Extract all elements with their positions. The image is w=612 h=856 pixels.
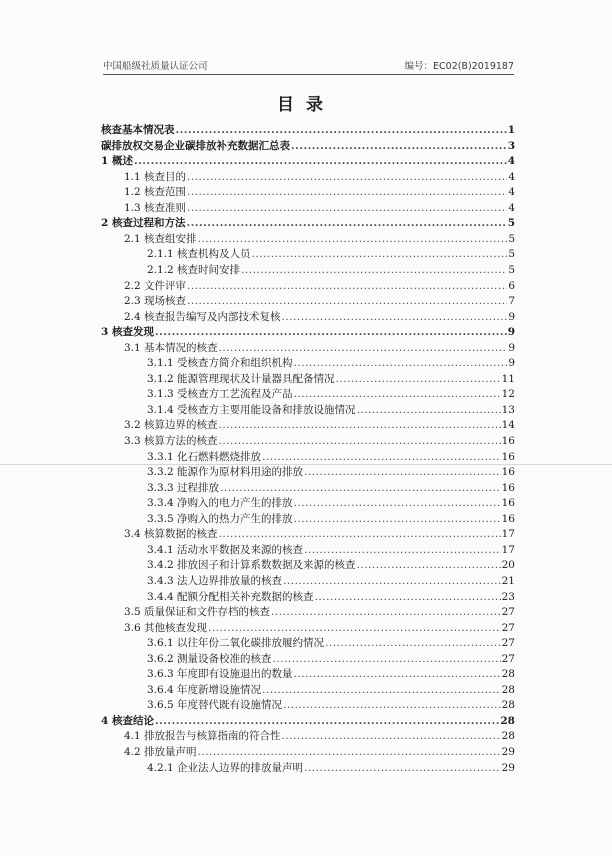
toc-entry-page-number: 29 [501,761,515,774]
toc-entry-page-number: 27 [501,637,515,650]
toc-entry-label: 3.1 基本情况的核查 [124,341,218,354]
toc-entry-label: 3.1.1 受核查方简介和组织机构 [147,357,293,370]
toc-entry-page-number: 4 [507,155,515,168]
toc-entry-page-number: 17 [501,543,515,556]
toc-entry-page-number: 16 [501,435,515,447]
toc-entry-page-number: 29 [501,746,515,758]
toc-entry-label: 3.3.2 能源作为原材料用途的排放 [147,466,304,479]
toc-entry-label: 4 核查结论 [101,714,154,727]
toc-entry-page-number: 27 [501,606,515,619]
toc-entry-page-number: 4 [508,170,515,183]
toc-entry-page-number: 14 [501,419,515,432]
toc-entry-label: 2.4 核查报告编写及内部技术复核 [124,310,281,323]
organization-name: 中国船级社质量认证公司 [103,61,208,72]
toc-entry-page-number: 3 [507,139,515,152]
page-title: 目录 [277,95,335,115]
toc-entry-label: 1.2 核查范围 [124,186,187,199]
toc-entry-label: 3.4 核算数据的核查 [124,528,218,541]
toc-entry-label: 3.4.4 配额分配相关补充数据的核查 [147,590,314,603]
toc-entry-label: 2.3 现场核查 [124,295,187,308]
toc-entry-label: 3.6.4 年度新增设施情况 [147,683,262,696]
toc-entry-label: 3.1.3 受核查方工艺流程及产品 [147,388,293,401]
toc-entry-label: 3.2 核算边界的核查 [124,419,218,432]
toc-entry-page-number: 28 [501,699,515,712]
toc-entry-label: 1.3 核查准则 [124,201,187,214]
toc-entry-label: 2.1.2 核查时间安排 [147,263,241,276]
header-divider [103,74,514,75]
toc-entry-page-number: 28 [501,683,515,696]
toc-entry-label: 3 核查发现 [101,326,154,339]
toc-entry-label: 3.5 质量保证和文件存档的核查 [124,606,271,619]
toc-entry-label: 3.4.3 法人边界排放量的核查 [147,574,283,587]
toc-entry-label: 4.1 排放报告与核算指南的符合性 [124,730,281,743]
toc-entry-label: 3.6.3 年度即有设施退出的数量 [147,668,293,681]
toc-entry-label: 2 核查过程和方法 [101,217,186,230]
toc-entry-page-number: 11 [501,372,515,385]
toc-entry-page-number: 7 [508,295,515,308]
toc-entry-page-number: 5 [508,232,515,245]
toc-entry-page-number: 12 [501,388,515,401]
toc-entry-page-number: 4 [508,201,515,214]
toc-entry[interactable] [101,756,515,774]
toc-entry-page-number: 27 [501,621,515,634]
toc-entry-label: 3.6.5 年度替代既有设施情况 [147,699,283,712]
toc-entry-label: 2.1 核查组安排 [124,232,197,245]
toc-entry-page-number: 9 [508,341,515,354]
toc-entry-page-number: 6 [508,279,515,292]
toc-entry-label: 核查基本情况表 [101,124,175,136]
toc-entry-page-number: 16 [501,481,515,494]
toc-entry-label: 3.1.2 能源管理现状及计量器具配备情况 [147,372,335,385]
toc-entry-page-number: 9 [508,357,515,370]
toc-entry-label: 3.6.2 测量设备校准的核查 [147,652,272,665]
toc-entry-label: 3.3.1 化石燃料燃烧排放 [147,450,262,463]
toc-entry-page-number: 5 [508,248,515,261]
toc-entry-label: 3.6 其他核查发现 [124,621,208,634]
toc-entry-label: 3.3 核算方法的核查 [124,435,218,447]
toc-entry-page-number: 28 [501,668,515,681]
toc-entry-label: 3.3.3 过程排放 [147,481,220,494]
toc-entry-label: 4.2.1 企业法人边界的排放量声明 [147,761,304,774]
toc-entry-page-number: 27 [501,652,515,665]
toc-entry-page-number: 1 [507,124,515,136]
toc-entry-page-number: 21 [501,574,515,587]
toc-entry-label: 2.1.1 核查机构及人员 [147,248,251,261]
toc-entry-page-number: 16 [501,466,515,479]
toc-entry-page-number: 28 [501,730,515,743]
toc-entry-page-number: 9 [508,310,515,323]
toc-entry-label: 1 概述 [101,155,133,168]
toc-entry-page-number: 13 [501,403,515,416]
toc-entry-label: 3.6.1 以往年份二氧化碳排放履约情况 [147,637,325,650]
toc-entry-label: 4.2 排放量声明 [124,746,197,758]
toc-entry-page-number: 23 [501,590,515,603]
toc-entry-page-number: 16 [501,450,515,463]
toc-entry-page-number: 20 [501,559,515,572]
toc-entry-label: 3.4.2 排放因子和计算系数数据及来源的核查 [147,559,356,572]
document-number: 编号：EC02(B)2019187 [404,61,514,72]
toc-entry-label: 3.3.5 净购入的热力产生的排放 [147,512,293,525]
toc-entry-page-number: 16 [501,497,515,510]
toc-entry-page-number: 16 [501,512,515,525]
toc-dot-leader [304,762,501,774]
toc-entry-page-number: 28 [500,714,515,727]
toc-entry-label: 3.3.4 净购入的电力产生的排放 [147,497,293,510]
toc-entry-page-number: 17 [501,528,515,541]
toc-entry-label: 1.1 核查目的 [124,170,187,183]
toc-entry-label: 2.2 文件评审 [124,279,187,292]
toc-entry-page-number: 4 [508,186,515,199]
toc-entry-page-number: 5 [507,217,515,230]
toc-entry-page-number: 5 [508,263,515,276]
toc-entry-label: 碳排放权交易企业碳排放补充数据汇总表 [101,139,290,152]
toc-entry-page-number: 9 [507,326,515,339]
toc-entry-label: 3.4.1 活动水平数据及来源的核查 [147,543,304,556]
toc-entry-label: 3.1.4 受核查方主要用能设备和排放设施情况 [147,403,356,416]
